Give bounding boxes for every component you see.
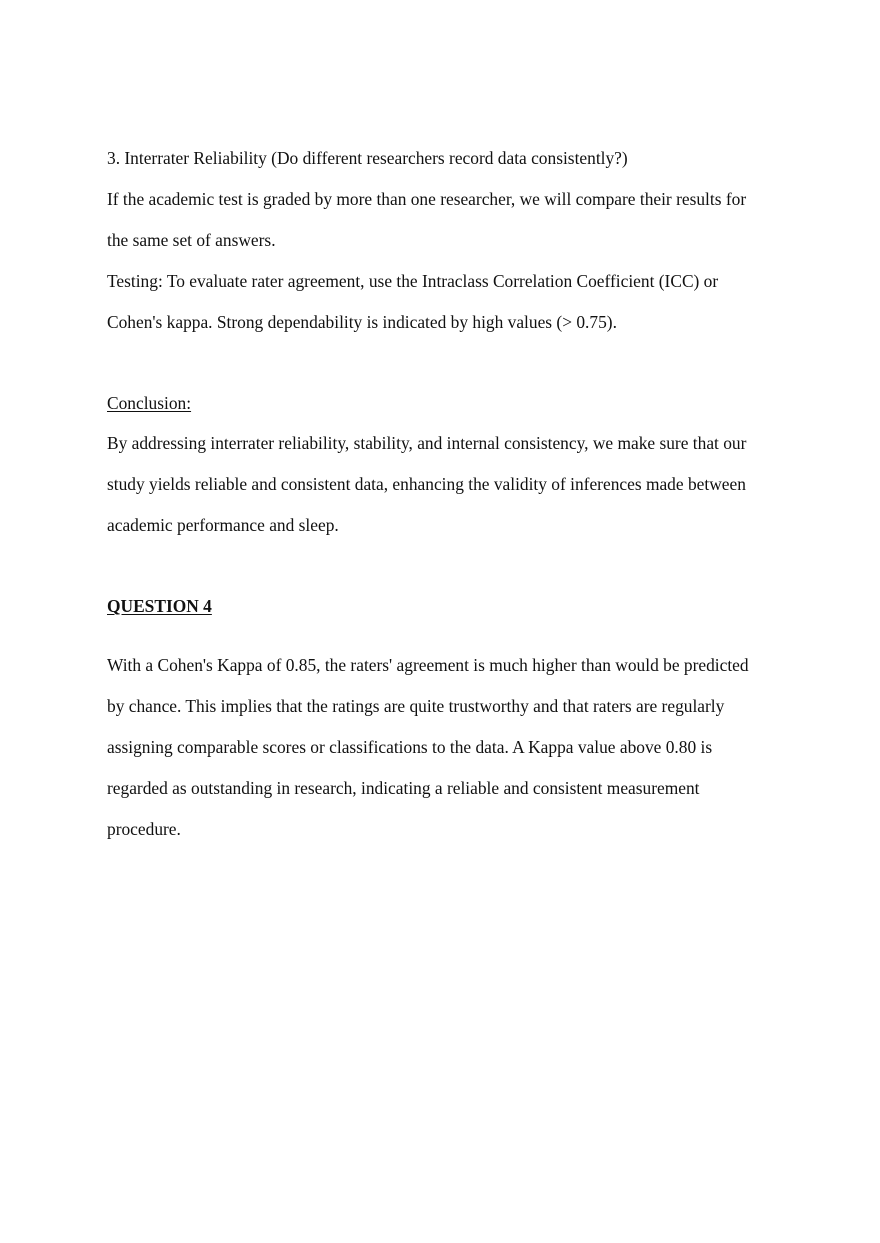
paragraph-line: If the academic test is graded by more than one researcher, we will compare their results for [107, 189, 747, 209]
section-heading-interrater-reliability: 3. Interrater Reliability (Do different researchers record data consistently?) [107, 148, 628, 168]
question-4-heading: QUESTION 4 [107, 596, 212, 616]
question-4-line: by chance. This implies that the ratings are quite trustworthy and that raters are regularly [107, 696, 725, 716]
question-4-line: procedure. [107, 819, 181, 839]
testing-line: Cohen's kappa. Strong dependability is indicated by high values (> 0.75). [107, 312, 617, 332]
paragraph-line: the same set of answers. [107, 230, 276, 250]
conclusion-line: By addressing interrater reliability, stability, and internal consistency, we make sure that our [107, 433, 747, 453]
question-4-line: regarded as outstanding in research, indicating a reliable and consistent measurement [107, 778, 700, 798]
testing-line: Testing: To evaluate rater agreement, use the Intraclass Correlation Coefficient (ICC) or [107, 271, 719, 291]
conclusion-heading: Conclusion: [107, 393, 192, 413]
conclusion-line: study yields reliable and consistent data, enhancing the validity of inferences made between [107, 474, 746, 494]
question-4-line: assigning comparable scores or classifications to the data. A Kappa value above 0.80 is [107, 737, 713, 757]
conclusion-line: academic performance and sleep. [107, 515, 339, 535]
question-4-line: With a Cohen's Kappa of 0.85, the raters' agreement is much higher than would be predicted [107, 655, 749, 675]
